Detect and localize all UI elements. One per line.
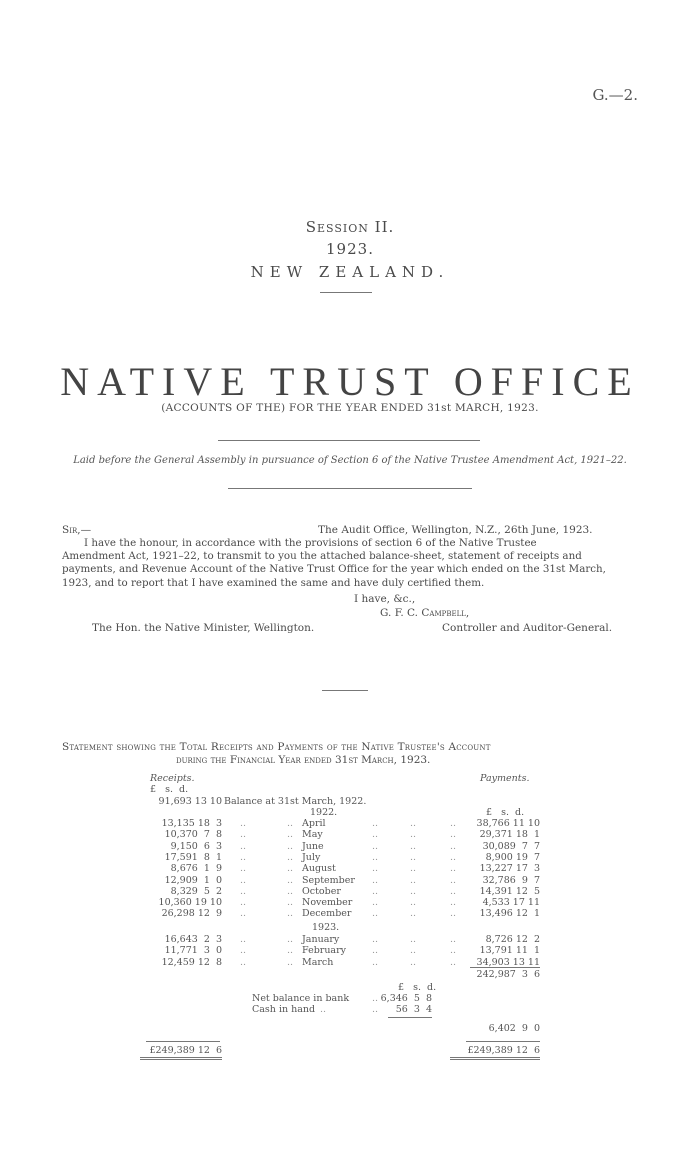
opening-balance-amount: 91,693 13 10: [158, 796, 222, 807]
row-leader: ..: [372, 945, 379, 957]
row-leader: ..: [287, 934, 294, 945]
cash-label: Cash in hand: [252, 1004, 316, 1015]
document-reference: G.—2.: [592, 86, 638, 104]
month-label: April: [302, 818, 326, 829]
row-leader: ..: [410, 851, 417, 863]
payment-amount: 32,786 9 7: [482, 874, 540, 886]
month-label: January: [302, 934, 340, 945]
month-label: June: [302, 840, 324, 852]
net-balance-amount: 6,346 5 8: [380, 993, 432, 1004]
receipts-lsd-header: £ s. d.: [150, 784, 189, 795]
row-leader: ..: [240, 885, 247, 897]
row-leader: ..: [287, 863, 294, 875]
row-leader: ..: [410, 863, 417, 875]
receipt-amount: 16,643 2 3: [164, 934, 222, 945]
row-leader: ..: [450, 863, 457, 875]
payment-amount: 14,391 12 5: [479, 885, 540, 897]
cash-leader: ..: [320, 1004, 327, 1015]
payment-amount: 8,900 19 7: [485, 851, 540, 863]
payment-amount: 34,903 13 11: [476, 956, 540, 968]
row-leader: ..: [240, 945, 247, 957]
row-leader: ..: [287, 818, 294, 829]
balance-rule: [388, 1017, 432, 1018]
page-title: NATIVE TRUST OFFICE: [60, 359, 640, 404]
row-leader: ..: [240, 934, 247, 945]
session-label: Session II.: [305, 218, 395, 236]
row-leader: ..: [410, 818, 417, 829]
month-label: February: [302, 945, 347, 957]
row-leader: ..: [372, 851, 379, 863]
month-label: October: [302, 885, 341, 897]
balance-lsd-header: £ s. d.: [398, 982, 437, 993]
row-leader: ..: [240, 908, 247, 920]
country-label: NEW ZEALAND.: [250, 263, 450, 281]
row-leader: ..: [410, 885, 417, 897]
row-leader: ..: [240, 840, 247, 852]
payment-amount: 30,089 7 7: [482, 840, 540, 852]
row-leader: ..: [410, 874, 417, 886]
receipts-label: Receipts.: [150, 773, 195, 784]
letter-line: 1923, and to report that I have examined the same and have duly certified them.: [62, 576, 485, 589]
letter-line: I have the honour, in accordance with the provisions of section 6 of the Native Trustee: [84, 537, 537, 549]
receipt-amount: 11,771 3 0: [164, 945, 222, 957]
payment-amount: 13,496 12 1: [479, 908, 540, 920]
net-balance-label: Net balance in bank: [252, 993, 350, 1004]
row-leader: ..: [240, 818, 247, 829]
payment-amount: 38,766 11 10: [476, 818, 540, 829]
row-leader: ..: [372, 897, 379, 909]
row-leader: ..: [450, 874, 457, 886]
opening-balance-label: Balance at 31st March, 1922.: [224, 796, 367, 807]
cash-amount: 56 3 4: [395, 1004, 432, 1015]
net-balance-leader: ..: [372, 993, 379, 1004]
month-label: December: [302, 908, 352, 920]
row-leader: ..: [240, 863, 247, 875]
receipt-amount: 8,676 1 9: [170, 863, 222, 875]
row-leader: ..: [287, 851, 294, 863]
row-leader: ..: [287, 956, 294, 968]
row-leader: ..: [240, 874, 247, 886]
month-label: July: [302, 851, 321, 863]
letter-addressee: The Hon. the Native Minister, Wellington.: [92, 622, 315, 634]
row-leader: ..: [372, 885, 379, 897]
row-leader: ..: [287, 885, 294, 897]
row-leader: ..: [240, 851, 247, 863]
row-leader: ..: [450, 851, 457, 863]
row-leader: ..: [372, 934, 379, 945]
receipt-amount: 13,135 18 3: [161, 818, 222, 829]
receipt-amount: 9,150 6 3: [170, 840, 222, 852]
receipt-amount: 12,909 1 0: [164, 874, 222, 886]
letter-line: payments, and Revenue Account of the Native Trust Office for the year which ended on the 31st March,: [62, 563, 606, 576]
receipt-amount: 12,459 12 8: [161, 956, 222, 968]
row-leader: ..: [410, 908, 417, 920]
payments-label: Payments.: [480, 773, 530, 784]
receipt-amount: 10,370 7 8: [164, 829, 222, 841]
row-leader: ..: [240, 897, 247, 909]
payment-amount: 29,371 18 1: [479, 829, 540, 841]
payment-amount: 13,227 17 3: [479, 863, 540, 875]
payments-subtotal: 242,987 3 6: [476, 969, 540, 980]
receipt-amount: 10,360 19 10: [158, 897, 222, 909]
receipt-amount: 8,329 5 2: [170, 885, 222, 897]
payment-amount: 4,533 17 11: [482, 897, 540, 909]
receipt-amount: 26,298 12 9: [161, 908, 222, 920]
row-leader: ..: [287, 908, 294, 920]
row-leader: ..: [410, 934, 417, 945]
row-leader: ..: [372, 840, 379, 852]
letter-signatory-title: Controller and Auditor-General.: [442, 622, 613, 634]
cash-leader-2: ..: [372, 1004, 379, 1015]
total-payments: £249,389 12 6: [450, 1045, 540, 1060]
statement-heading: Statement showing the Total Receipts and Payments of the Native Trustee's Account: [62, 741, 491, 753]
row-leader: ..: [287, 829, 294, 841]
row-leader: ..: [450, 818, 457, 829]
month-label: September: [302, 874, 355, 886]
month-label: August: [302, 863, 336, 875]
month-label: November: [302, 897, 353, 909]
month-label: May: [302, 829, 323, 841]
balance-total: 6,402 9 0: [488, 1023, 540, 1034]
row-leader: ..: [450, 956, 457, 968]
year-1922-label: 1922.: [310, 807, 338, 818]
row-leader: ..: [372, 874, 379, 886]
row-leader: ..: [372, 829, 379, 841]
letter-line: Amendment Act, 1921–22, to transmit to you the attached balance-sheet, statement of receipts and: [62, 550, 582, 563]
receipt-amount: 17,591 8 1: [164, 851, 222, 863]
row-leader: ..: [450, 908, 457, 920]
row-leader: ..: [287, 945, 294, 957]
totals-rule-left: [146, 1041, 220, 1042]
row-leader: ..: [410, 956, 417, 968]
row-leader: ..: [287, 897, 294, 909]
row-leader: ..: [287, 874, 294, 886]
row-leader: ..: [287, 840, 294, 852]
total-receipts: £249,389 12 6: [140, 1045, 222, 1060]
row-leader: ..: [410, 897, 417, 909]
payment-amount: 8,726 12 2: [485, 934, 540, 945]
letter-salutation: Sir,—: [62, 524, 92, 536]
row-leader: ..: [372, 818, 379, 829]
month-label: March: [302, 956, 334, 968]
payment-amount: 13,791 11 1: [479, 945, 540, 957]
letter-closing: I have, &c.,: [354, 593, 416, 605]
row-leader: ..: [410, 829, 417, 841]
row-leader: ..: [372, 908, 379, 920]
row-leader: ..: [240, 829, 247, 841]
row-leader: ..: [450, 945, 457, 957]
row-leader: ..: [372, 863, 379, 875]
laid-before-note: Laid before the General Assembly in pursuance of Section 6 of the Native Trustee Amendment Act, 1921–22.: [73, 455, 627, 466]
letter-place-date: The Audit Office, Wellington, N.Z., 26th June, 1923.: [318, 524, 593, 536]
year-1923-label: 1923.: [312, 922, 340, 933]
row-leader: ..: [410, 840, 417, 852]
letter-signatory: G. F. C. Campbell,: [380, 607, 470, 619]
row-leader: ..: [450, 829, 457, 841]
payments-subtotal-rule: [470, 967, 540, 968]
row-leader: ..: [450, 897, 457, 909]
payments-lsd-header: £ s. d.: [486, 807, 525, 818]
row-leader: ..: [240, 956, 247, 968]
row-leader: ..: [450, 840, 457, 852]
row-leader: ..: [450, 934, 457, 945]
row-leader: ..: [450, 885, 457, 897]
row-leader: ..: [410, 945, 417, 957]
statement-heading-line2: during the Financial Year ended 31st March, 1923.: [176, 754, 431, 766]
row-leader: ..: [372, 956, 379, 968]
year-label: 1923.: [326, 240, 374, 258]
page-subtitle: (ACCOUNTS OF THE) FOR THE YEAR ENDED 31st MARCH, 1923.: [161, 402, 539, 414]
totals-rule-right: [466, 1041, 540, 1042]
